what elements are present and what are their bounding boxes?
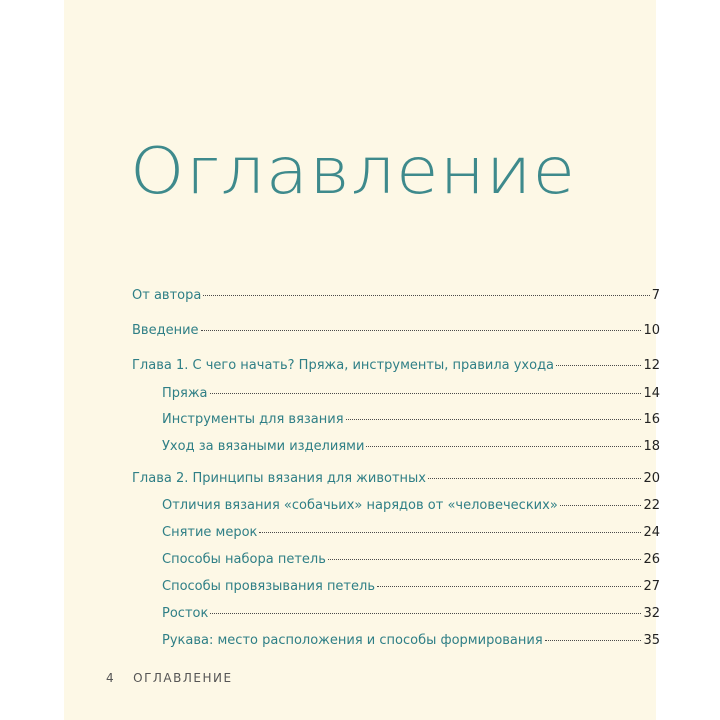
toc-entry-page: 22 [643, 498, 660, 513]
toc-dot-leader [556, 365, 641, 366]
page-title: Оглавление [130, 135, 577, 209]
toc-entry-page: 16 [643, 412, 660, 427]
toc-dot-leader [545, 640, 642, 641]
toc-entry [162, 412, 660, 432]
toc-dot-leader [428, 478, 641, 479]
toc-entry [132, 358, 660, 378]
toc-entry-label: Способы провязывания петель [162, 579, 375, 594]
toc-entry-page: 12 [643, 358, 660, 373]
toc-entry-page: 24 [643, 525, 660, 540]
toc-entry-label: Уход за вязаными изделиями [162, 439, 365, 454]
toc-entry [162, 633, 660, 653]
toc-entry-page: 10 [643, 323, 660, 338]
toc-dot-leader [366, 446, 641, 447]
book-page [64, 0, 660, 720]
toc-dot-leader [377, 586, 641, 587]
toc-entry-label: Росток [162, 606, 209, 621]
toc-entry-page: 20 [643, 471, 660, 486]
toc-entry-label: Глава 1. С чего начать? Пряжа, инструменты, правила ухода [132, 358, 555, 373]
toc-dot-leader [259, 532, 641, 533]
toc-entry-page: 18 [643, 439, 660, 454]
toc-entry [162, 498, 660, 518]
toc-entry [132, 288, 660, 308]
toc-dot-leader [346, 419, 642, 420]
toc-entry [162, 552, 660, 572]
toc-dot-leader [203, 295, 649, 296]
toc-entry [162, 439, 660, 459]
toc-entry-label: Инструменты для вязания [162, 412, 344, 427]
toc-entry [132, 323, 660, 343]
toc-entry [162, 606, 660, 626]
footer-page-number: 4 [106, 671, 116, 685]
toc-entry-label: Отличия вязания «собачьих» нарядов от «человеческих» [162, 498, 558, 513]
toc-dot-leader [328, 559, 642, 560]
toc-entry-page: 7 [651, 288, 660, 303]
toc-entry-page: 35 [643, 633, 660, 648]
toc-dot-leader [210, 393, 642, 394]
toc-dot-leader [560, 505, 642, 506]
toc-dot-leader [210, 613, 641, 614]
toc-entry-page: 32 [643, 606, 660, 621]
toc-entry-label: Пряжа [162, 386, 208, 401]
toc-dot-leader [201, 330, 642, 331]
page-footer [106, 671, 233, 685]
toc-entry-page: 14 [643, 386, 660, 401]
footer-section-title: ОГЛАВЛЕНИЕ [133, 671, 233, 685]
toc-entry-page: 27 [643, 579, 660, 594]
toc-entry-label: Способы набора петель [162, 552, 326, 567]
toc-entry-label: Снятие мерок [162, 525, 258, 540]
toc-entry-label: Глава 2. Принципы вязания для животных [132, 471, 426, 486]
toc-entry-label: От автора [132, 288, 202, 303]
toc-entry [162, 386, 660, 406]
toc-entry-page: 26 [643, 552, 660, 567]
toc-entry [132, 471, 660, 491]
toc-entry [162, 579, 660, 599]
toc-entry-label: Введение [132, 323, 199, 338]
toc-entry [162, 525, 660, 545]
toc-entry-label: Рукава: место расположения и способы формирования [162, 633, 543, 648]
